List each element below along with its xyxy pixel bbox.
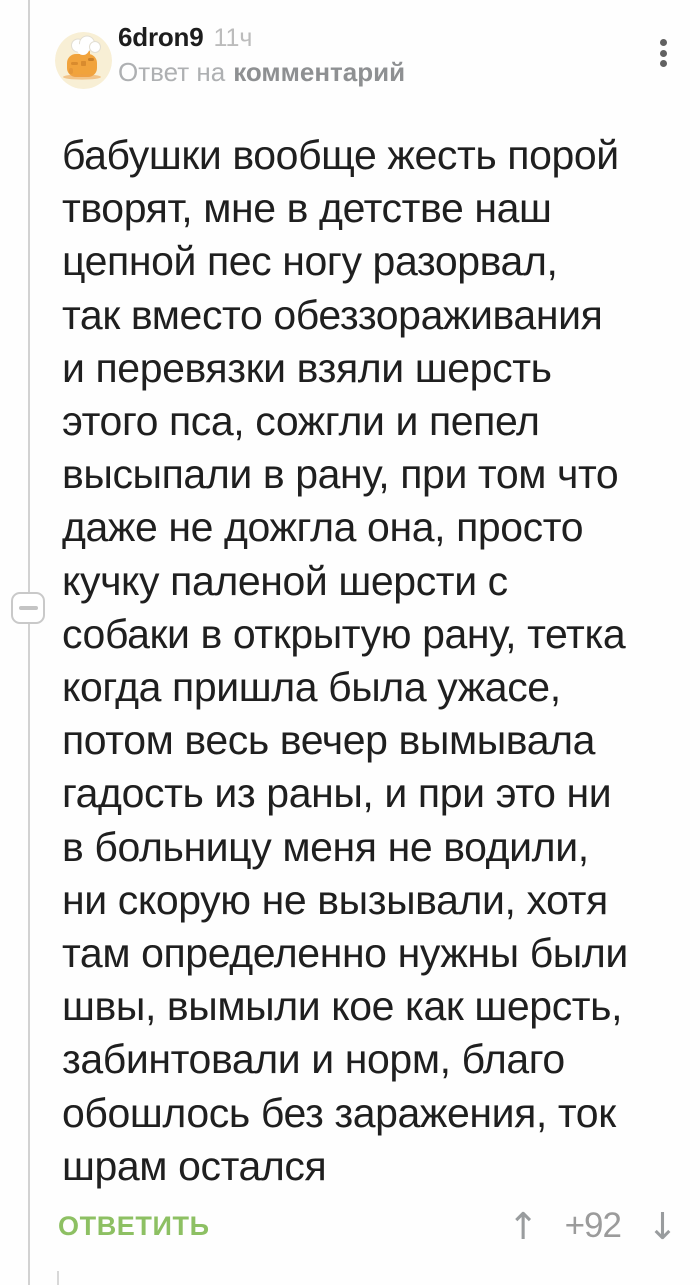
upvote-button[interactable]: ↑ bbox=[507, 1204, 539, 1248]
comment-text-line: и перевязки взяли шерсть bbox=[62, 344, 552, 391]
comment-text-line: ни скорую не вызывали, хотя bbox=[62, 876, 608, 923]
comment-text-line: этого пса, сожгли и пепел bbox=[62, 398, 540, 445]
comment-text-line: швы, вымыли кое как шерсть, bbox=[62, 983, 623, 1030]
comment-text-line: высыпали в рану, при том что bbox=[62, 451, 619, 498]
comment-text-line: так вместо обеззораживания bbox=[62, 291, 603, 338]
comment-text-line: собаки в открытую рану, тетка bbox=[62, 610, 626, 657]
avatar[interactable] bbox=[55, 32, 112, 89]
author-username[interactable]: 6dron9 bbox=[118, 22, 204, 52]
reply-prefix-label: Ответ на bbox=[118, 57, 226, 87]
kebab-dot-icon bbox=[660, 50, 667, 57]
chef-character-icon bbox=[55, 32, 112, 89]
vote-controls bbox=[508, 1204, 678, 1248]
comment-text-line: творят, мне в детстве наш bbox=[62, 185, 552, 232]
comment-thread-line bbox=[28, 0, 30, 1285]
comment-text-line: даже не дожгла она, просто bbox=[62, 504, 584, 551]
comment-header bbox=[118, 22, 252, 52]
comment-text-line: бабушки вообще жесть порой bbox=[62, 132, 619, 178]
collapse-comment-button[interactable] bbox=[11, 592, 45, 624]
comment-text-line: когда пришла была ужасе, bbox=[62, 664, 561, 711]
comment-text-line: потом весь вечер вымывала bbox=[62, 717, 596, 764]
comment-timestamp: 11ч bbox=[213, 24, 253, 52]
child-comment-thread-line bbox=[57, 1271, 59, 1285]
kebab-dot-icon bbox=[660, 60, 667, 67]
parent-comment-link[interactable]: комментарий bbox=[233, 57, 406, 87]
comment-text-line: в больницу меня не водили, bbox=[62, 823, 589, 870]
comment-text-line: цепной пес ногу разорвал, bbox=[62, 238, 558, 285]
reply-info bbox=[118, 57, 405, 89]
downvote-button[interactable]: ↓ bbox=[646, 1204, 678, 1248]
comment-text-line: там определенно нужны были bbox=[62, 930, 628, 977]
comment-text-line: обошлось без заражения, ток bbox=[62, 1089, 616, 1136]
reply-button[interactable]: ОТВЕТИТЬ bbox=[58, 1210, 210, 1241]
comment-text-line: забинтовали и норм, благо bbox=[62, 1036, 565, 1083]
comment-rating: +92 bbox=[564, 1206, 621, 1245]
comment-menu-button[interactable] bbox=[644, 30, 682, 76]
kebab-dot-icon bbox=[660, 39, 667, 46]
comment-text-line: шрам остался bbox=[62, 1142, 327, 1189]
comment-text-line: гадость из раны, и при это ни bbox=[62, 770, 612, 817]
comment-text-line: кучку паленой шерсти с bbox=[62, 557, 508, 604]
comment-text bbox=[62, 129, 698, 1193]
minus-icon bbox=[19, 606, 38, 610]
